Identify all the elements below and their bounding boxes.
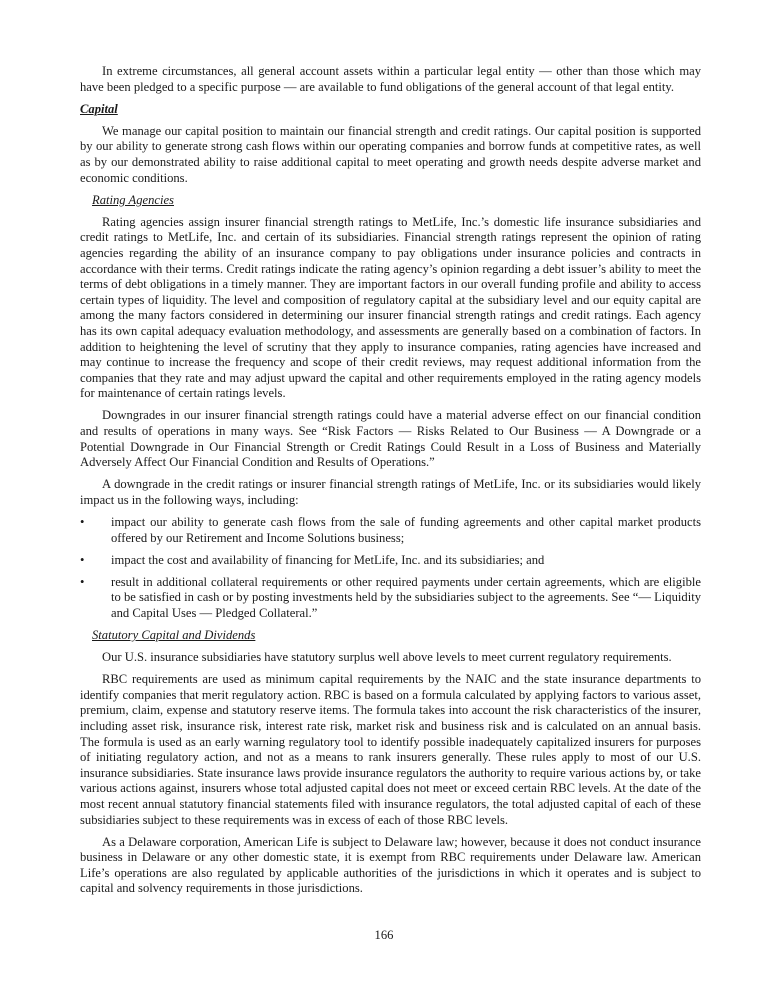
- paragraph: In extreme circumstances, all general account assets within a particular legal entity — other than those which may have been pledged to a specific purpose — are available to fund obligations of the general account of that legal entity.: [80, 64, 701, 94]
- bullet-icon: •: [80, 574, 85, 589]
- list-item: [80, 515, 701, 546]
- bullet-list: [80, 515, 701, 622]
- bullet-icon: •: [80, 514, 85, 529]
- paragraph: As a Delaware corporation, American Life is subject to Delaware law; however, because it does not conduct insurance business in Delaware or any other domestic state, it is exempt from RBC requirements under Delaware law. American Life’s operations are also regulated by applicable authorities of the jurisdictions in which it operates and is subject to capital and solvency requirements in those jurisdictions.: [80, 834, 701, 896]
- list-item-text: impact the cost and availability of financing for MetLife, Inc. and its subsidiaries; and: [111, 552, 545, 567]
- paragraph: Downgrades in our insurer financial strength ratings could have a material adverse effect on our financial condition and results of operations in many ways. See “Risk Factors — Risks Related to Our Business — A Downgrade or a Potential Downgrade in Our Financial Strength or Credit Ratings Could Result in a Loss of Business and Materially Adversely Affect Our Financial Condition and Results of Operations.”: [80, 408, 701, 470]
- list-item-text: impact our ability to generate cash flows from the sale of funding agreements and other capital market products offered by our Retirement and Income Solutions business;: [111, 514, 701, 545]
- document-body: [80, 64, 701, 904]
- paragraph: We manage our capital position to maintain our financial strength and credit ratings. Our capital position is supported by our ability to generate strong cash flows within our operating companies and borrow funds at competitive rates, as well as by our demonstrated ability to raise additional capital to meet operating and growth needs despite adverse market and economic conditions.: [80, 123, 701, 185]
- list-item: [80, 553, 701, 569]
- section-heading-capital: Capital: [80, 101, 118, 116]
- subheading-statutory-capital: Statutory Capital and Dividends: [92, 628, 256, 642]
- subheading-rating-agencies: Rating Agencies: [92, 192, 174, 207]
- paragraph: Our U.S. insurance subsidiaries have statutory surplus well above levels to meet current regulatory requirements.: [102, 650, 672, 665]
- bullet-icon: •: [80, 552, 85, 567]
- paragraph: Rating agencies assign insurer financial strength ratings to MetLife, Inc.’s domestic life insurance subsidiaries and credit ratings to MetLife, Inc. and certain of its subsidiaries. Financial strength ratings represent the opinion of rating agencies regarding the ability of an insurance company to pay obligations under insurance policies and contracts in accordance with their terms. Credit ratings indicate the rating agency’s opinion regarding a debt issuer’s ability to meet the terms of debt obligations in a timely manner. They are important factors in our overall funding profile and ability to access certain types of liquidity. The level and composition of regulatory capital at the subsidiary level and our equity capital are among the many factors considered in determining our insurer financial strength ratings and credit ratings. Each agency has its own capital adequacy evaluation methodology, and assessments are generally based on a combination of factors. In addition to heightening the level of scrutiny that they apply to insurance companies, rating agencies have increased and may continue to increase the frequency and scope of their credit reviews, may request additional information from the companies that they rate and may adjust upward the capital and other requirements employed in the rating agency models for maintenance of certain ratings levels.: [80, 214, 701, 401]
- list-item: [80, 575, 701, 622]
- list-item-text: result in additional collateral requirements or other required payments under certain agreements, which are eligible to be satisfied in cash or by posting investments held by the subsidiaries subject to the agreements. See “— Liquidity and Capital Uses — Pledged Collateral.”: [111, 574, 701, 620]
- page-number: 166: [374, 928, 394, 942]
- paragraph: RBC requirements are used as minimum capital requirements by the NAIC and the state insurance departments to identify companies that merit regulatory action. RBC is based on a formula calculated by applying factors to various asset, premium, claim, expense and statutory reserve items. The formula takes into account the risk characteristics of the insurer, including asset risk, insurance risk, interest rate risk, market risk and business risk and is calculated on an annual basis. The formula is used as an early warning regulatory tool to identify possible inadequately capitalized insurers for purposes of initiating regulatory action, and not as a means to rank insurers generally. These rules apply to most of our U.S. insurance subsidiaries. State insurance laws provide insurance regulators the authority to require various actions by, or take various actions against, insurers whose total adjusted capital does not meet or exceed certain RBC levels. At the date of the most recent annual statutory financial statements filed with insurance regulators, the total adjusted capital of each of these subsidiaries subject to these requirements was in excess of each of those RBC levels.: [80, 672, 701, 827]
- paragraph: A downgrade in the credit ratings or insurer financial strength ratings of MetLife, Inc. or its subsidiaries would likely impact us in the following ways, including:: [80, 477, 701, 507]
